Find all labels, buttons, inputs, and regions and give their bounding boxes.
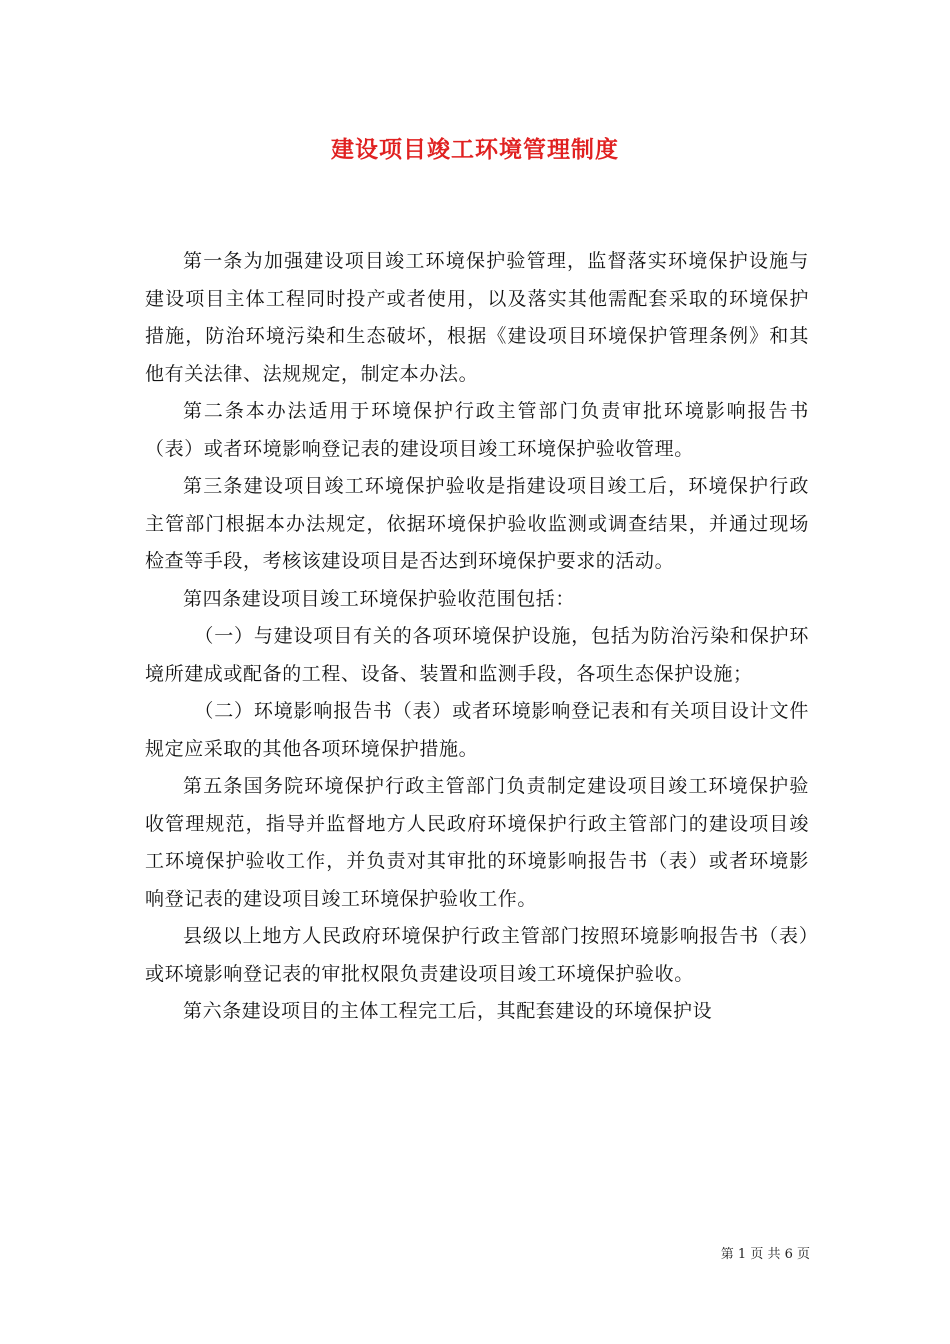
paragraph-item-1: （一）与建设项目有关的各项环境保护设施，包括为防治污染和保护环境所建成或配备的工程、设备、装置和监测手段，各项生态保护设施；: [145, 625, 809, 685]
paragraph-article-4: 第四条建设项目竣工环境保护验收范围包括：: [183, 587, 576, 610]
paragraph-article-2: 第二条本办法适用于环境保护行政主管部门负责审批环境影响报告书（表）或者环境影响登记表的建设项目竣工环境保护验收管理。: [145, 400, 809, 460]
document-body: [145, 243, 809, 1031]
paragraph-local-authority: 县级以上地方人民政府环境保护行政主管部门按照环境影响报告书（表）或环境影响登记表的审批权限负责建设项目竣工环境保护验收。: [145, 925, 809, 985]
paragraph-article-1: 第一条为加强建设项目竣工环境保护验管理，监督落实环境保护设施与建设项目主体工程同时投产或者使用，以及落实其他需配套采取的环境保护措施，防治环境污染和生态破坏，根据《建设项目环境保护管理条例》和其他有关法律、法规规定，制定本办法。: [145, 250, 809, 385]
document-title: 建设项目竣工环境管理制度: [331, 136, 619, 163]
page-number-footer: 第 1 页 共 6 页: [720, 1247, 810, 1262]
paragraph-item-2: （二）环境影响报告书（表）或者环境影响登记表和有关项目设计文件规定应采取的其他各项环境保护措施。: [145, 700, 809, 760]
paragraph-article-6: 第六条建设项目的主体工程完工后，其配套建设的环境保护设: [183, 1000, 713, 1022]
paragraph-article-5: 第五条国务院环境保护行政主管部门负责制定建设项目竣工环境保护验收管理规范，指导并监督地方人民政府环境保护行政主管部门的建设项目竣工环境保护验收工作，并负责对其审批的环境影响报告书（表）或者环境影响登记表的建设项目竣工环境保护验收工作。: [145, 775, 809, 910]
paragraph-article-3: 第三条建设项目竣工环境保护验收是指建设项目竣工后，环境保护行政主管部门根据本办法规定，依据环境保护验收监测或调查结果，并通过现场检查等手段，考核该建设项目是否达到环境保护要求的活动。: [145, 475, 809, 572]
